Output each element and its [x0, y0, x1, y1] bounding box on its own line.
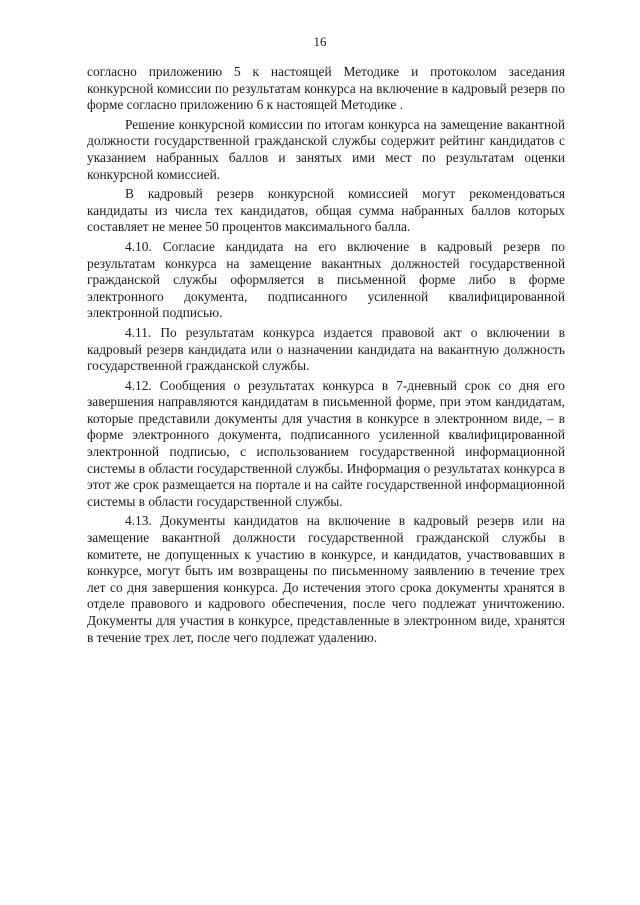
paragraph-4-11: 4.11. По результатам конкурса издается правовой акт о включении в кадровый резерв кандидата или о назначении кандидата на вакантную должность государственной гражданской службы. [87, 324, 565, 374]
paragraph-reserve-recommendation: В кадровый резерв конкурсной комиссией могут рекомендоваться кандидаты из числа тех кандидатов, общая сумма набранных баллов которых составляет не менее 50 процентов максимального балла. [87, 186, 565, 235]
paragraph-4-13: 4.13. Документы кандидатов на включение в кадровый резерв или на замещение вакантной должности государственной гражданской службы в комитете, не допущенных к участию в конкурсе, и кандидатов, участвовавших в конкурсе, могут быть им возвращены по письменному заявлению в течение трех лет со дня завершения конкурса. До истечения этого срока документы хранятся в отделе правового и кадрового обеспечения, после чего подлежат уничтожению. Документы для участия в конкурсе, представленные в электронном виде, хранятся в течение трех лет, после чего подлежат удалению. [87, 513, 565, 645]
paragraph-4-12: 4.12. Сообщения о результатах конкурса в 7-дневный срок со дня его завершения направляются кандидатам в письменной форме, при этом кандидатам, которые представили документы для участия в конкурсе в электронном виде, – в форме электронного документа, подписанного усиленной квалифицированной электронной подписью, с использованием государственной информационной системы в области государственной службы. Информация о результатах конкурса в этот же срок размещается на портале и на сайте государственной информационной системы в области государственной службы. [87, 377, 565, 509]
document-body [87, 64, 565, 646]
page-number: 16 [313, 34, 327, 49]
paragraph-4-10: 4.10. Согласие кандидата на его включение в кадровый резерв по результатам конкурса на замещение вакантных должностей государственной гражданской службы оформляется в письменной форме либо в форме электронного документа, подписанного усиленной квалифицированной электронной подписью. [87, 238, 565, 321]
paragraph-continuation: согласно приложению 5 к настоящей Методике и протоколом заседания конкурсной комиссии по результатам конкурса на включение в кадровый резерв по форме согласно приложению 6 к настоящей Методике . [87, 64, 565, 113]
paragraph-commission-decision: Решение конкурсной комиссии по итогам конкурса на замещение вакантной должности государственной гражданской службы содержит рейтинг кандидатов с указанием набранных баллов и занятых ими мест по результатам оценки конкурсной комиссией. [87, 116, 565, 182]
